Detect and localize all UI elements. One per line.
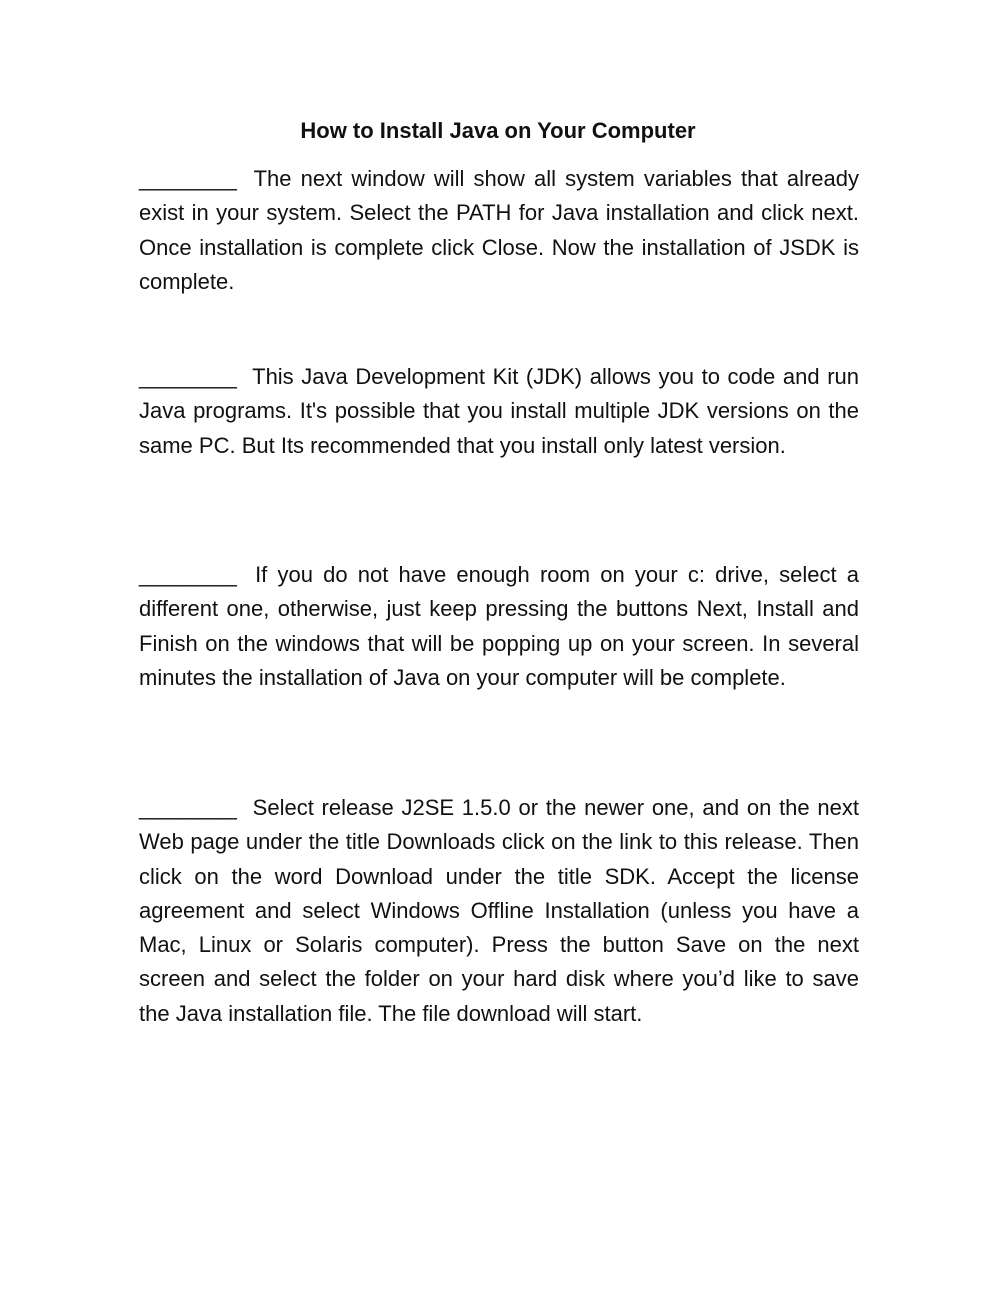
page-title: How to Install Java on Your Computer xyxy=(300,118,696,143)
answer-blank-4: ________ xyxy=(139,795,237,820)
paragraph-2-text: This Java Development Kit (JDK) allows you to code and run Java programs. It's possible that you install multiple JDK versions on the same PC. But Its recommended that you install only latest version. xyxy=(139,364,859,458)
paragraph-4 xyxy=(139,791,859,1031)
answer-blank-1: ________ xyxy=(139,166,237,191)
paragraph-1 xyxy=(139,162,859,299)
paragraph-1-text: The next window will show all system variables that already exist in your system. Select the PATH for Java installation and click next. Once installation is complete click Close. Now the installation of JSDK is complete. xyxy=(139,166,859,294)
paragraph-3-text: If you do not have enough room on your c: drive, select a different one, otherwise, just keep pressing the buttons Next, Install and Finish on the windows that will be popping up on your screen. In several minutes the installation of Java on your computer will be complete. xyxy=(139,562,859,690)
paragraph-3 xyxy=(139,558,859,695)
paragraph-2 xyxy=(139,360,859,463)
answer-blank-2: ________ xyxy=(139,364,237,389)
answer-blank-3: ________ xyxy=(139,562,237,587)
paragraph-4-text: Select release J2SE 1.5.0 or the newer one, and on the next Web page under the title Downloads click on the link to this release. Then click on the word Download under the title SDK. Accept the license agreement and select Windows Offline Installation (unless you have a Mac, Linux or Solaris computer). Press the button Save on the next screen and select the folder on your hard disk where you’d like to save the Java installation file. The file download will start. xyxy=(139,795,859,1026)
